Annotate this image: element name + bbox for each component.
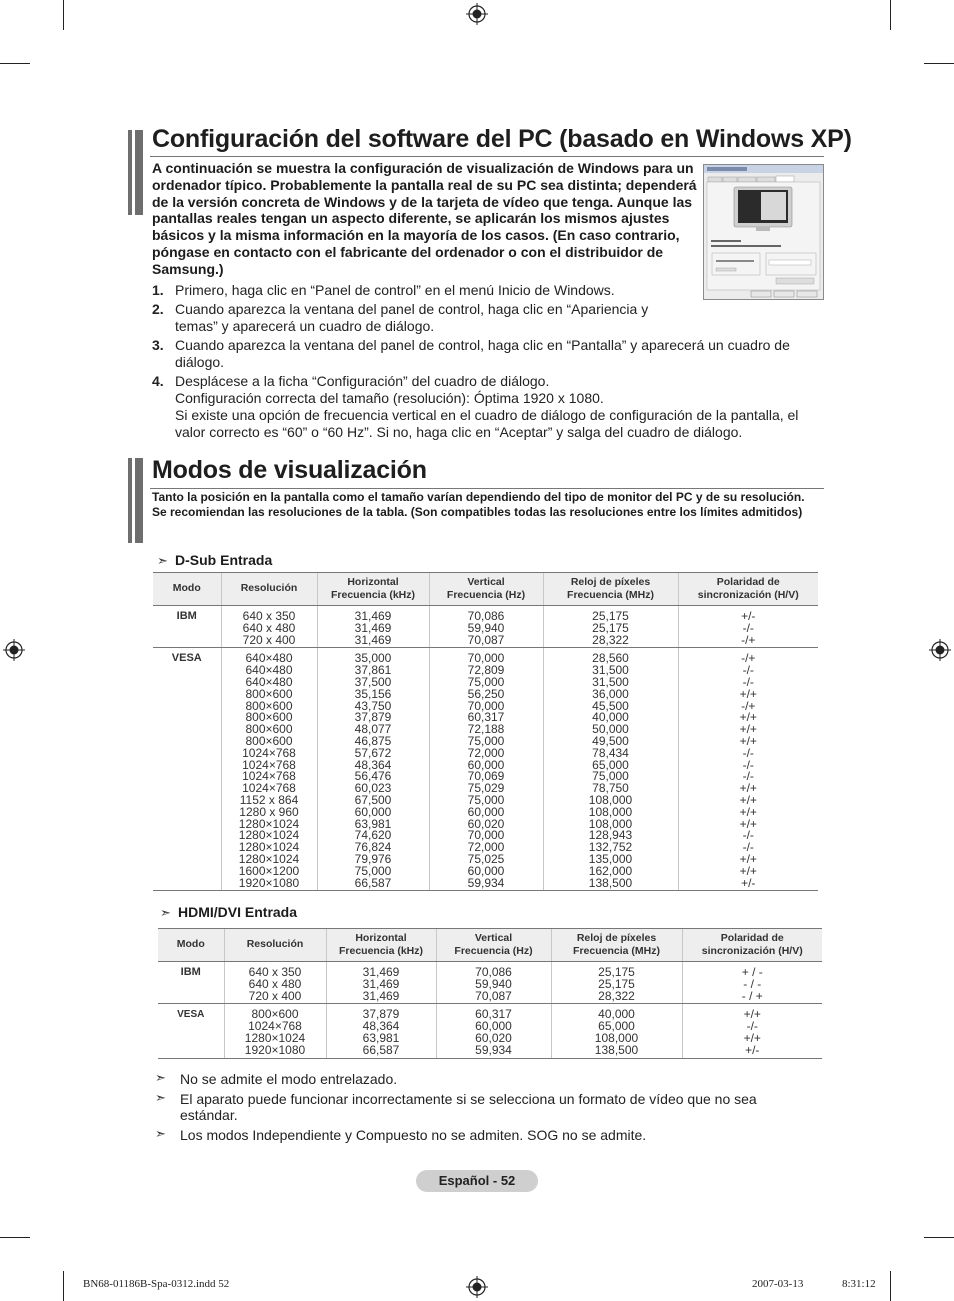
table-value: 640 x 350 [242, 609, 296, 623]
column-header: Modo [153, 573, 221, 606]
table-value: 40,000 [598, 1007, 635, 1022]
crop-mark [924, 1237, 954, 1238]
table-value: 48,364 [354, 757, 392, 772]
table-value: - / + [741, 988, 763, 1003]
table-value: 162,000 [588, 863, 633, 878]
crop-mark [890, 0, 891, 30]
table-value: 640×480 [245, 674, 293, 689]
note-text: Los modos Independiente y Compuesto no se admiten. SOG no se admite. [180, 1126, 647, 1143]
table-value: +/+ [743, 1007, 761, 1022]
table-value: 46,875 [354, 733, 392, 748]
table-value: 31,469 [362, 976, 400, 991]
mode-group-row [153, 606, 818, 648]
table-value: 70,087 [467, 632, 505, 647]
step-text: Primero, haga clic en “Panel de control” en el menú Inicio de Windows. [175, 282, 615, 298]
table-value: 31,469 [354, 632, 392, 647]
registration-mark-icon [3, 639, 25, 661]
table-value: 70,000 [467, 828, 505, 843]
column-header: Horizontal Frecuencia (kHz) [326, 929, 436, 962]
page-number-badge: Español - 52 [416, 1170, 538, 1192]
crop-mark [63, 0, 64, 30]
table-value: 60,000 [475, 1019, 512, 1034]
note-item [155, 1071, 795, 1088]
registration-mark-icon [929, 639, 951, 661]
pol-cell [678, 606, 818, 648]
table-value: -/- [742, 620, 754, 635]
table-value: 59,934 [475, 1042, 512, 1057]
step-text: Desplácese a la ficha “Configuración” del cuadro de diálogo. [175, 373, 550, 389]
table-value: 1280×1024 [238, 828, 300, 843]
res-cell [221, 606, 317, 648]
table-value: 75,025 [467, 851, 505, 866]
table-value: 67,500 [354, 792, 392, 807]
step-number: 2. [152, 301, 164, 317]
table-value: 74,620 [354, 828, 392, 843]
table-value: +/- [741, 609, 756, 623]
column-header: Reloj de píxeles Frecuencia (MHz) [543, 573, 678, 606]
table-value: 70,000 [467, 651, 505, 666]
hdmi-label [160, 904, 297, 921]
section-title: Configuración del software del PC (basado en Windows XP) [152, 125, 852, 153]
table-value: 70,000 [467, 698, 505, 713]
step-text: Configuración correcta del tamaño (resolución): Óptima 1920 x 1080. [175, 390, 604, 406]
table-value: +/+ [739, 733, 757, 748]
table-value: 25,175 [592, 609, 629, 623]
table-value: 1024×768 [242, 769, 296, 784]
table-value: 78,750 [592, 781, 629, 796]
table-value: 36,000 [592, 686, 629, 701]
table-value: 138,500 [594, 1042, 639, 1057]
table-value: 1280×1024 [238, 840, 300, 855]
step-item [152, 373, 817, 441]
table-value: 56,250 [467, 686, 505, 701]
table-value: 63,981 [354, 816, 392, 831]
intro-paragraph: A continuación se muestra la configuración de visualización de Windows para un ordenador típico. Probablemente la pantalla real de su PC sea distinta; dependerá de la versión concreta de Windows y de la tarjeta de vídeo que tenga. Aunque las pantallas reales tengan un aspecto diferente, se aplicarán los mismos ajustes básicos y la misma información en la mayoría de los casos. (En caso contrario, póngase en contacto con el fabricante del ordenador o con el distribuidor de Samsung.) [152, 160, 697, 277]
description-line: Tanto la posición en la pantalla como el tamaño varían dependiendo del tipo de monitor del PC y de su resolución. [152, 490, 805, 504]
table-value: -/- [742, 828, 754, 843]
arrow-pointer-icon: ➣ [155, 1089, 166, 1105]
vfreq-cell [429, 606, 543, 648]
table-value: 28,560 [592, 651, 629, 666]
dsub-table [153, 572, 818, 891]
table-value: 79,976 [354, 851, 392, 866]
table-value: 108,000 [588, 792, 633, 807]
table-header-row [158, 929, 822, 962]
arrow-pointer-icon: ➣ [157, 553, 168, 568]
table-value: 35,000 [354, 651, 392, 666]
table-value: 1920×1080 [244, 1042, 306, 1057]
table-value: 60,000 [467, 863, 505, 878]
mode-cell: VESA [158, 1004, 224, 1058]
table-value: 31,469 [362, 988, 400, 1003]
section-description [152, 490, 812, 520]
table-value: 108,000 [594, 1030, 639, 1045]
table-value: 48,364 [362, 1019, 400, 1034]
table-value: +/+ [739, 792, 757, 807]
table-value: 640×480 [245, 651, 293, 666]
table-value: 43,750 [354, 698, 392, 713]
step-text: valor correcto es “60” o “60 Hz”. Si no, haga clic en “Aceptar” y salga del cuadro de diálogo. [175, 424, 743, 440]
table-value: 720 x 400 [242, 632, 296, 647]
step-item [152, 301, 817, 335]
table-value: 70,086 [467, 609, 505, 623]
table-value: 132,752 [588, 840, 633, 855]
table-value: -/- [742, 745, 754, 760]
table-value: 1280×1024 [238, 816, 300, 831]
table-value: 25,175 [598, 976, 635, 991]
table-value: 59,934 [467, 875, 505, 890]
mode-cell: IBM [153, 606, 221, 648]
step-text: Cuando aparezca la ventana del panel de control, haga clic en “Pantalla” y aparecerá un cuadro de [175, 337, 790, 353]
table-value: 28,322 [592, 632, 629, 647]
table-value: 65,000 [598, 1019, 635, 1034]
crop-mark [0, 1237, 30, 1238]
table-value: 70,087 [475, 988, 512, 1003]
steps-list [152, 282, 817, 443]
arrow-pointer-icon: ➣ [155, 1070, 166, 1085]
table-value: 72,809 [467, 663, 505, 678]
table-value: 66,587 [362, 1042, 400, 1057]
res-cell [224, 962, 326, 1004]
table-value: 72,188 [467, 722, 505, 737]
table-value: 800×600 [245, 733, 293, 748]
description-line: Se recomiendan las resoluciones de la tabla. (Son compatibles todas las resoluciones entre los límites admitidos) [152, 505, 803, 520]
table-value: 1920×1080 [238, 875, 300, 890]
arrow-pointer-icon: ➣ [160, 905, 171, 920]
table-value: 31,469 [354, 620, 392, 635]
table-value: 60,000 [467, 804, 505, 819]
table-value: 57,672 [354, 745, 392, 760]
mode-cell: VESA [153, 648, 221, 891]
table-value: 1280×1024 [238, 851, 300, 866]
clock-cell [551, 962, 682, 1004]
table-value: 37,879 [354, 710, 392, 725]
table-value: 75,029 [467, 781, 505, 796]
table-value: 40,000 [592, 710, 629, 725]
step-number: 1. [152, 282, 164, 298]
column-header: Modo [158, 929, 224, 962]
table-value: 800×600 [245, 710, 293, 725]
table-value: 75,000 [592, 769, 629, 784]
table-value: -/+ [741, 632, 756, 647]
table-value: 48,077 [354, 722, 392, 737]
table-value: 1280 x 960 [239, 804, 299, 819]
vfreq-cell [436, 962, 551, 1004]
table-value: 28,322 [598, 988, 635, 1003]
table-value: 31,469 [362, 965, 400, 979]
table-value: -/- [746, 1019, 758, 1034]
table-value: 59,940 [467, 620, 505, 635]
table-value: +/+ [739, 816, 757, 831]
step-item [152, 282, 817, 299]
table-value: 128,943 [588, 828, 633, 843]
table-value: 50,000 [592, 722, 629, 737]
res-cell [221, 648, 317, 891]
step-number: 4. [152, 373, 164, 389]
table-title: D-Sub Entrada [175, 552, 273, 568]
divider [150, 156, 824, 157]
step-number: 3. [152, 337, 164, 353]
footer-date: 2007-03-13 [752, 1278, 804, 1290]
registration-mark-icon [466, 1276, 488, 1298]
table-value: 135,000 [588, 851, 633, 866]
table-value: +/+ [739, 781, 757, 796]
crop-mark [890, 1271, 891, 1301]
column-header: Vertical Frecuencia (Hz) [429, 573, 543, 606]
table-value: 60,020 [475, 1030, 512, 1045]
table-value: -/- [742, 757, 754, 772]
notes-list [155, 1071, 795, 1146]
crop-mark [63, 1271, 64, 1301]
table-value: 75,000 [467, 792, 505, 807]
table-value: 25,175 [592, 620, 629, 635]
table-value: 76,824 [354, 840, 392, 855]
pol-cell [678, 648, 818, 891]
table-value: 37,500 [354, 674, 392, 689]
table-value: 800×600 [245, 722, 293, 737]
mode-group-row [153, 648, 818, 891]
table-value: 60,317 [467, 710, 505, 725]
table-value: 60,020 [467, 816, 505, 831]
column-header: Vertical Frecuencia (Hz) [436, 929, 551, 962]
note-item [155, 1091, 795, 1124]
table-value: 31,500 [592, 674, 629, 689]
table-value: 800×600 [245, 698, 293, 713]
table-value: -/+ [741, 698, 756, 713]
note-text: No se admite el modo entrelazado. [180, 1071, 398, 1087]
table-value: 1280×1024 [244, 1030, 306, 1045]
table-value: +/+ [739, 804, 757, 819]
vfreq-cell [429, 648, 543, 891]
column-header: Resolución [221, 573, 317, 606]
column-header: Resolución [224, 929, 326, 962]
table-value: 800×600 [245, 686, 293, 701]
table-value: 138,500 [588, 875, 633, 890]
table-value: 75,000 [467, 733, 505, 748]
table-value: +/+ [739, 722, 757, 737]
section-bar [128, 458, 143, 543]
table-value: 60,317 [475, 1007, 512, 1022]
clock-cell [543, 606, 678, 648]
step-item [152, 337, 817, 371]
table-value: 70,069 [467, 769, 505, 784]
step-text: diálogo. [175, 354, 225, 370]
table-value: 108,000 [588, 804, 633, 819]
table-value: 108,000 [588, 816, 633, 831]
table-value: 63,981 [362, 1030, 400, 1045]
divider [150, 488, 824, 489]
note-text: El aparato puede funcionar incorrectamente si se selecciona un formato de vídeo que no sea estándar. [180, 1090, 757, 1123]
dsub-label [157, 552, 272, 569]
mode-group-row [158, 1004, 822, 1058]
table-value: 59,940 [475, 976, 512, 991]
table-value: 60,000 [467, 757, 505, 772]
table-value: -/- [742, 769, 754, 784]
table-value: 75,000 [467, 674, 505, 689]
table-value: +/+ [739, 686, 757, 701]
table-value: 78,434 [592, 745, 629, 760]
table-title: HDMI/DVI Entrada [178, 904, 298, 920]
table-value: 56,476 [354, 769, 392, 784]
table-value: 75,000 [354, 863, 392, 878]
table-value: +/+ [739, 851, 757, 866]
table-value: - / - [743, 976, 762, 991]
table-value: 640 x 480 [248, 976, 302, 991]
table-value: 1024×768 [248, 1019, 302, 1034]
crop-mark [0, 63, 30, 64]
arrow-pointer-icon: ➣ [155, 1125, 166, 1141]
table-value: 37,879 [362, 1007, 400, 1022]
table-value: 25,175 [598, 965, 635, 979]
table-value: -/- [742, 840, 754, 855]
table-value: 1600×1200 [238, 863, 300, 878]
section-title: Modos de visualización [152, 456, 427, 484]
res-cell [224, 1004, 326, 1058]
table-value: 70,086 [475, 965, 512, 979]
registration-mark-icon [466, 3, 488, 25]
table-header-row [153, 573, 818, 606]
footer-time: 8:31:12 [842, 1278, 876, 1290]
table-value: 1024×768 [242, 757, 296, 772]
table-value: 37,861 [354, 663, 392, 678]
table-value: 60,023 [354, 781, 392, 796]
column-header: Reloj de píxeles Frecuencia (MHz) [551, 929, 682, 962]
table-value: -/- [742, 663, 754, 678]
table-value: 35,156 [354, 686, 392, 701]
table-value: 45,500 [592, 698, 629, 713]
table-value: +/- [741, 875, 756, 890]
table-value: 49,500 [592, 733, 629, 748]
table-value: 66,587 [354, 875, 392, 890]
hfreq-cell [326, 962, 436, 1004]
table-value: 1024×768 [242, 745, 296, 760]
table-value: 72,000 [467, 840, 505, 855]
table-value: 60,000 [354, 804, 392, 819]
mode-cell: IBM [158, 962, 224, 1004]
table-value: 31,469 [354, 609, 392, 623]
table-value: 65,000 [592, 757, 629, 772]
table-value: 1024×768 [242, 781, 296, 796]
table-value: 1152 x 864 [239, 792, 299, 807]
table-value: 720 x 400 [248, 988, 302, 1003]
crop-mark [924, 63, 954, 64]
clock-cell [551, 1004, 682, 1058]
table-value: +/+ [739, 863, 757, 878]
table-value: 640 x 350 [248, 965, 302, 979]
column-header: Polaridad de sincronización (H/V) [682, 929, 822, 962]
step-text: Cuando aparezca la ventana del panel de control, haga clic en “Apariencia y [175, 301, 649, 317]
table-value: +/- [745, 1042, 760, 1057]
vfreq-cell [436, 1004, 551, 1058]
clock-cell [543, 648, 678, 891]
table-value: 640 x 480 [242, 620, 296, 635]
table-value: +/+ [743, 1030, 761, 1045]
pol-cell [682, 962, 822, 1004]
table-value: 640×480 [245, 663, 293, 678]
column-header: Polaridad de sincronización (H/V) [678, 573, 818, 606]
table-value: -/+ [741, 651, 756, 666]
pol-cell [682, 1004, 822, 1058]
hfreq-cell [317, 648, 429, 891]
mode-group-row [158, 962, 822, 1004]
hfreq-cell [326, 1004, 436, 1058]
footer-filename: BN68-01186B-Spa-0312.indd 52 [83, 1278, 230, 1290]
step-text: Si existe una opción de frecuencia vertical en el cuadro de diálogo de configuración de la pantalla, el [175, 407, 799, 423]
display-properties-dialog-image [703, 164, 824, 300]
hfreq-cell [317, 606, 429, 648]
section-bar [128, 130, 143, 215]
step-text: temas” y aparecerá un cuadro de diálogo. [175, 318, 435, 334]
column-header: Horizontal Frecuencia (kHz) [317, 573, 429, 606]
table-value: -/- [742, 674, 754, 689]
table-value: +/+ [739, 710, 757, 725]
table-value: 31,500 [592, 663, 629, 678]
hdmi-table [158, 928, 822, 1059]
note-item [155, 1127, 795, 1144]
table-value: 72,000 [467, 745, 505, 760]
table-value: + / - [741, 965, 763, 979]
table-value: 800×600 [251, 1007, 299, 1022]
